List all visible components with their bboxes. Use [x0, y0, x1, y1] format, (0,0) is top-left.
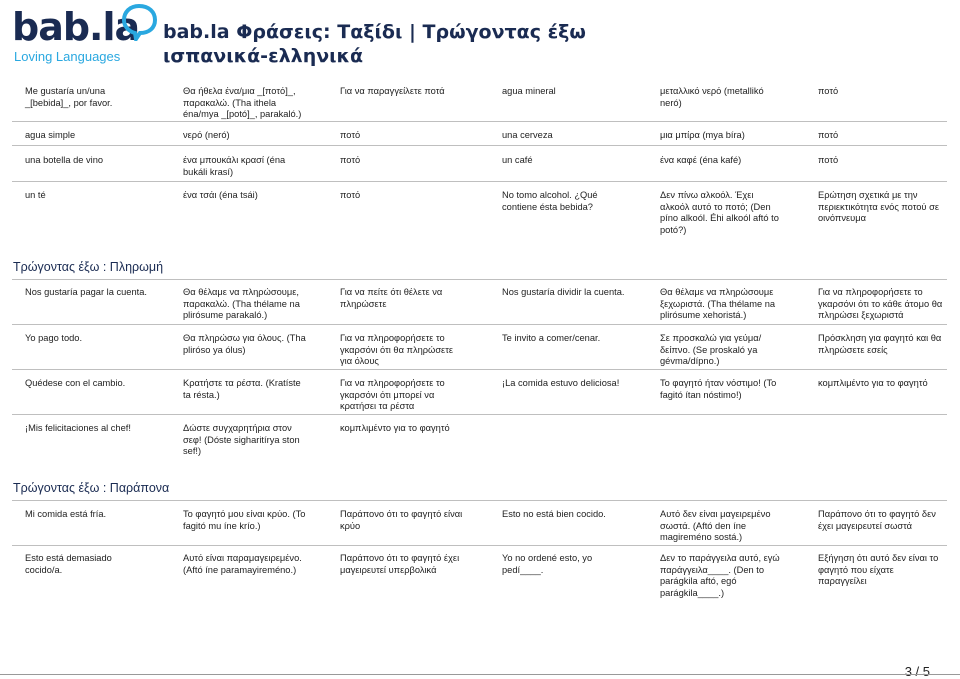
phrase-target: Θα πληρώσω για όλους. (Tha pliróso ya ólus): [183, 333, 306, 355]
phrase-usage: κομπλιμέντο για το φαγητό: [818, 378, 928, 388]
section-title-complaints: Τρώγοντας έξω : Παράπονα: [13, 481, 170, 495]
phrase-source: Yo no ordené esto, yo pedí____.: [502, 553, 593, 575]
phrase-source: Me gustaría un/una _[bebida]_, por favor.: [25, 86, 113, 108]
phrase-usage: Για να πληροφορήσετε το γκαρσόνι ότι θα πληρώσετε για όλους: [340, 333, 454, 366]
logo: [12, 3, 162, 69]
divider: [12, 545, 947, 546]
phrase-usage: Παράπονο ότι το φαγητό είναι κρύο: [340, 509, 463, 531]
phrase-usage: κομπλιμέντο για το φαγητό: [340, 423, 450, 433]
phrase-usage: ποτό: [818, 155, 839, 165]
phrase-source: No tomo alcohol. ¿Qué contiene ésta bebida?: [502, 190, 598, 212]
phrase-source: Esto no está bien cocido.: [502, 509, 606, 519]
phrase-target: Δεν το παράγγειλα αυτό, εγώ παράγγειλα____. (Den to parágkila aftó, egó parágkila____.): [660, 553, 780, 598]
logo-subtitle: Loving Languages: [14, 49, 121, 64]
phrase-target: ένα καφέ (éna kafé): [660, 155, 742, 165]
phrase-usage: Για να πληροφορήσετε το γκαρσόνι ότι το κάθε άτομο θα πληρώσει ξεχωριστά: [818, 287, 943, 320]
divider: [12, 500, 947, 501]
phrase-target: Δεν πίνω αλκοόλ. Έχει αλκοόλ αυτό το ποτό; (Den píno alkoól. Éhi alkoól aftó to potó?): [660, 190, 779, 235]
phrase-source: Esto está demasiado cocido/a.: [25, 553, 112, 575]
phrase-usage: Για να πληροφορήσετε το γκαρσόνι ότι μπορεί να κρατήσει τα ρέστα: [340, 378, 445, 411]
phrase-usage: ποτό: [340, 130, 361, 140]
phrase-source: agua mineral: [502, 86, 556, 96]
phrase-source: Nos gustaría dividir la cuenta.: [502, 287, 625, 297]
phrase-source: Mi comida está fría.: [25, 509, 107, 519]
phrase-usage: Πρόσκληση για φαγητό και θα πληρώσετε εσείς: [818, 333, 942, 355]
phrase-target: ένα τσάι (éna tsái): [183, 190, 258, 200]
page-title: bab.la Φράσεις: Ταξίδι | Τρώγοντας έξω: [163, 21, 586, 43]
phrase-usage: ποτό: [340, 190, 361, 200]
page-subtitle: ισπανικά-ελληνικά: [163, 45, 364, 67]
divider: [12, 145, 947, 146]
phrase-usage: ποτό: [340, 155, 361, 165]
phrase-source: ¡Mis felicitaciones al chef!: [25, 423, 131, 433]
phrase-usage: Για να πείτε ότι θέλετε να πληρώσετε: [340, 287, 443, 309]
page-divider: [0, 674, 960, 675]
phrase-target: Αυτό δεν είναι μαγειρεμένο σωστά. (Aftó den íne magireméno sostá.): [660, 509, 771, 542]
phrase-usage: Για να παραγγείλετε ποτά: [340, 86, 445, 96]
divider: [12, 324, 947, 325]
phrase-target: νερό (neró): [183, 130, 230, 140]
phrase-usage: ποτό: [818, 130, 839, 140]
phrase-target: Το φαγητό ήταν νόστιμο! (To fagitó ítan nóstimo!): [660, 378, 777, 400]
phrase-target: Δώστε συγχαρητήρια στον σεφ! (Dóste sigharitírya ston sef!): [183, 423, 300, 456]
phrase-source: Yo pago todo.: [25, 333, 83, 343]
section-title-payment: Τρώγοντας έξω : Πληρωμή: [13, 260, 164, 274]
phrase-target: μεταλλικό νερό (metallikó neró): [660, 86, 764, 108]
phrase-source: Nos gustaría pagar la cuenta.: [25, 287, 147, 297]
divider: [12, 414, 947, 415]
phrase-target: Κρατήστε τα ρέστα. (Kratíste ta résta.): [183, 378, 301, 400]
phrase-source: un té: [25, 190, 46, 200]
phrase-source: agua simple: [25, 130, 76, 140]
phrase-target: Αυτό είναι παραμαγειρεμένο. (Aftó íne paramayireméno.): [183, 553, 302, 575]
speech-bubble-icon: [120, 3, 158, 41]
divider: [12, 121, 947, 122]
phrase-usage: ποτό: [818, 86, 839, 96]
phrase-target: Θα θέλαμε να πληρώσουμε, παρακαλώ. (Tha thélame na plirósume parakaló.): [183, 287, 300, 320]
phrase-usage: Ερώτηση σχετικά με την περιεκτικότητα ενός ποτού σε οινόπνευμα: [818, 190, 939, 223]
phrase-source: una botella de vino: [25, 155, 104, 165]
phrase-source: ¡La comida estuvo deliciosa!: [502, 378, 620, 388]
phrase-usage: Παράπονο ότι το φαγητό έχει μαγειρευτεί υπερβολικά: [340, 553, 460, 575]
phrase-target: Το φαγητό μου είναι κρύο. (To fagitó mu íne krío.): [183, 509, 306, 531]
phrase-source: Quédese con el cambio.: [25, 378, 126, 388]
phrase-source: un café: [502, 155, 533, 165]
phrase-usage: Παράπονο ότι το φαγητό δεν έχει μαγειρευτεί σωστά: [818, 509, 936, 531]
phrase-target: Θα θέλαμε να πληρώσουμε ξεχωριστά. (Tha thélame na plirósume xehoristá.): [660, 287, 776, 320]
phrase-source: una cerveza: [502, 130, 553, 140]
phrase-usage: Εξήγηση ότι αυτό δεν είναι το φαγητό που είχατε παραγγείλει: [818, 553, 939, 586]
divider: [12, 181, 947, 182]
divider: [12, 279, 947, 280]
phrase-target: ένα μπουκάλι κρασί (éna bukáli krasí): [183, 155, 286, 177]
page-number: 3 / 5: [904, 664, 930, 679]
phrase-target: μια μπίρα (mya bíra): [660, 130, 745, 140]
logo-text: bab.la: [12, 5, 140, 49]
phrase-target: Σε προσκαλώ για γεύμα/δείπνο. (Se proskaló ya gévma/dípno.): [660, 333, 762, 366]
divider: [12, 369, 947, 370]
phrase-target: Θα ήθελα ένα/μια _[ποτό]_, παρακαλώ. (Tha ithela éna/mya _[potó]_, parakaló.): [183, 86, 302, 119]
phrase-source: Te invito a comer/cenar.: [502, 333, 601, 343]
